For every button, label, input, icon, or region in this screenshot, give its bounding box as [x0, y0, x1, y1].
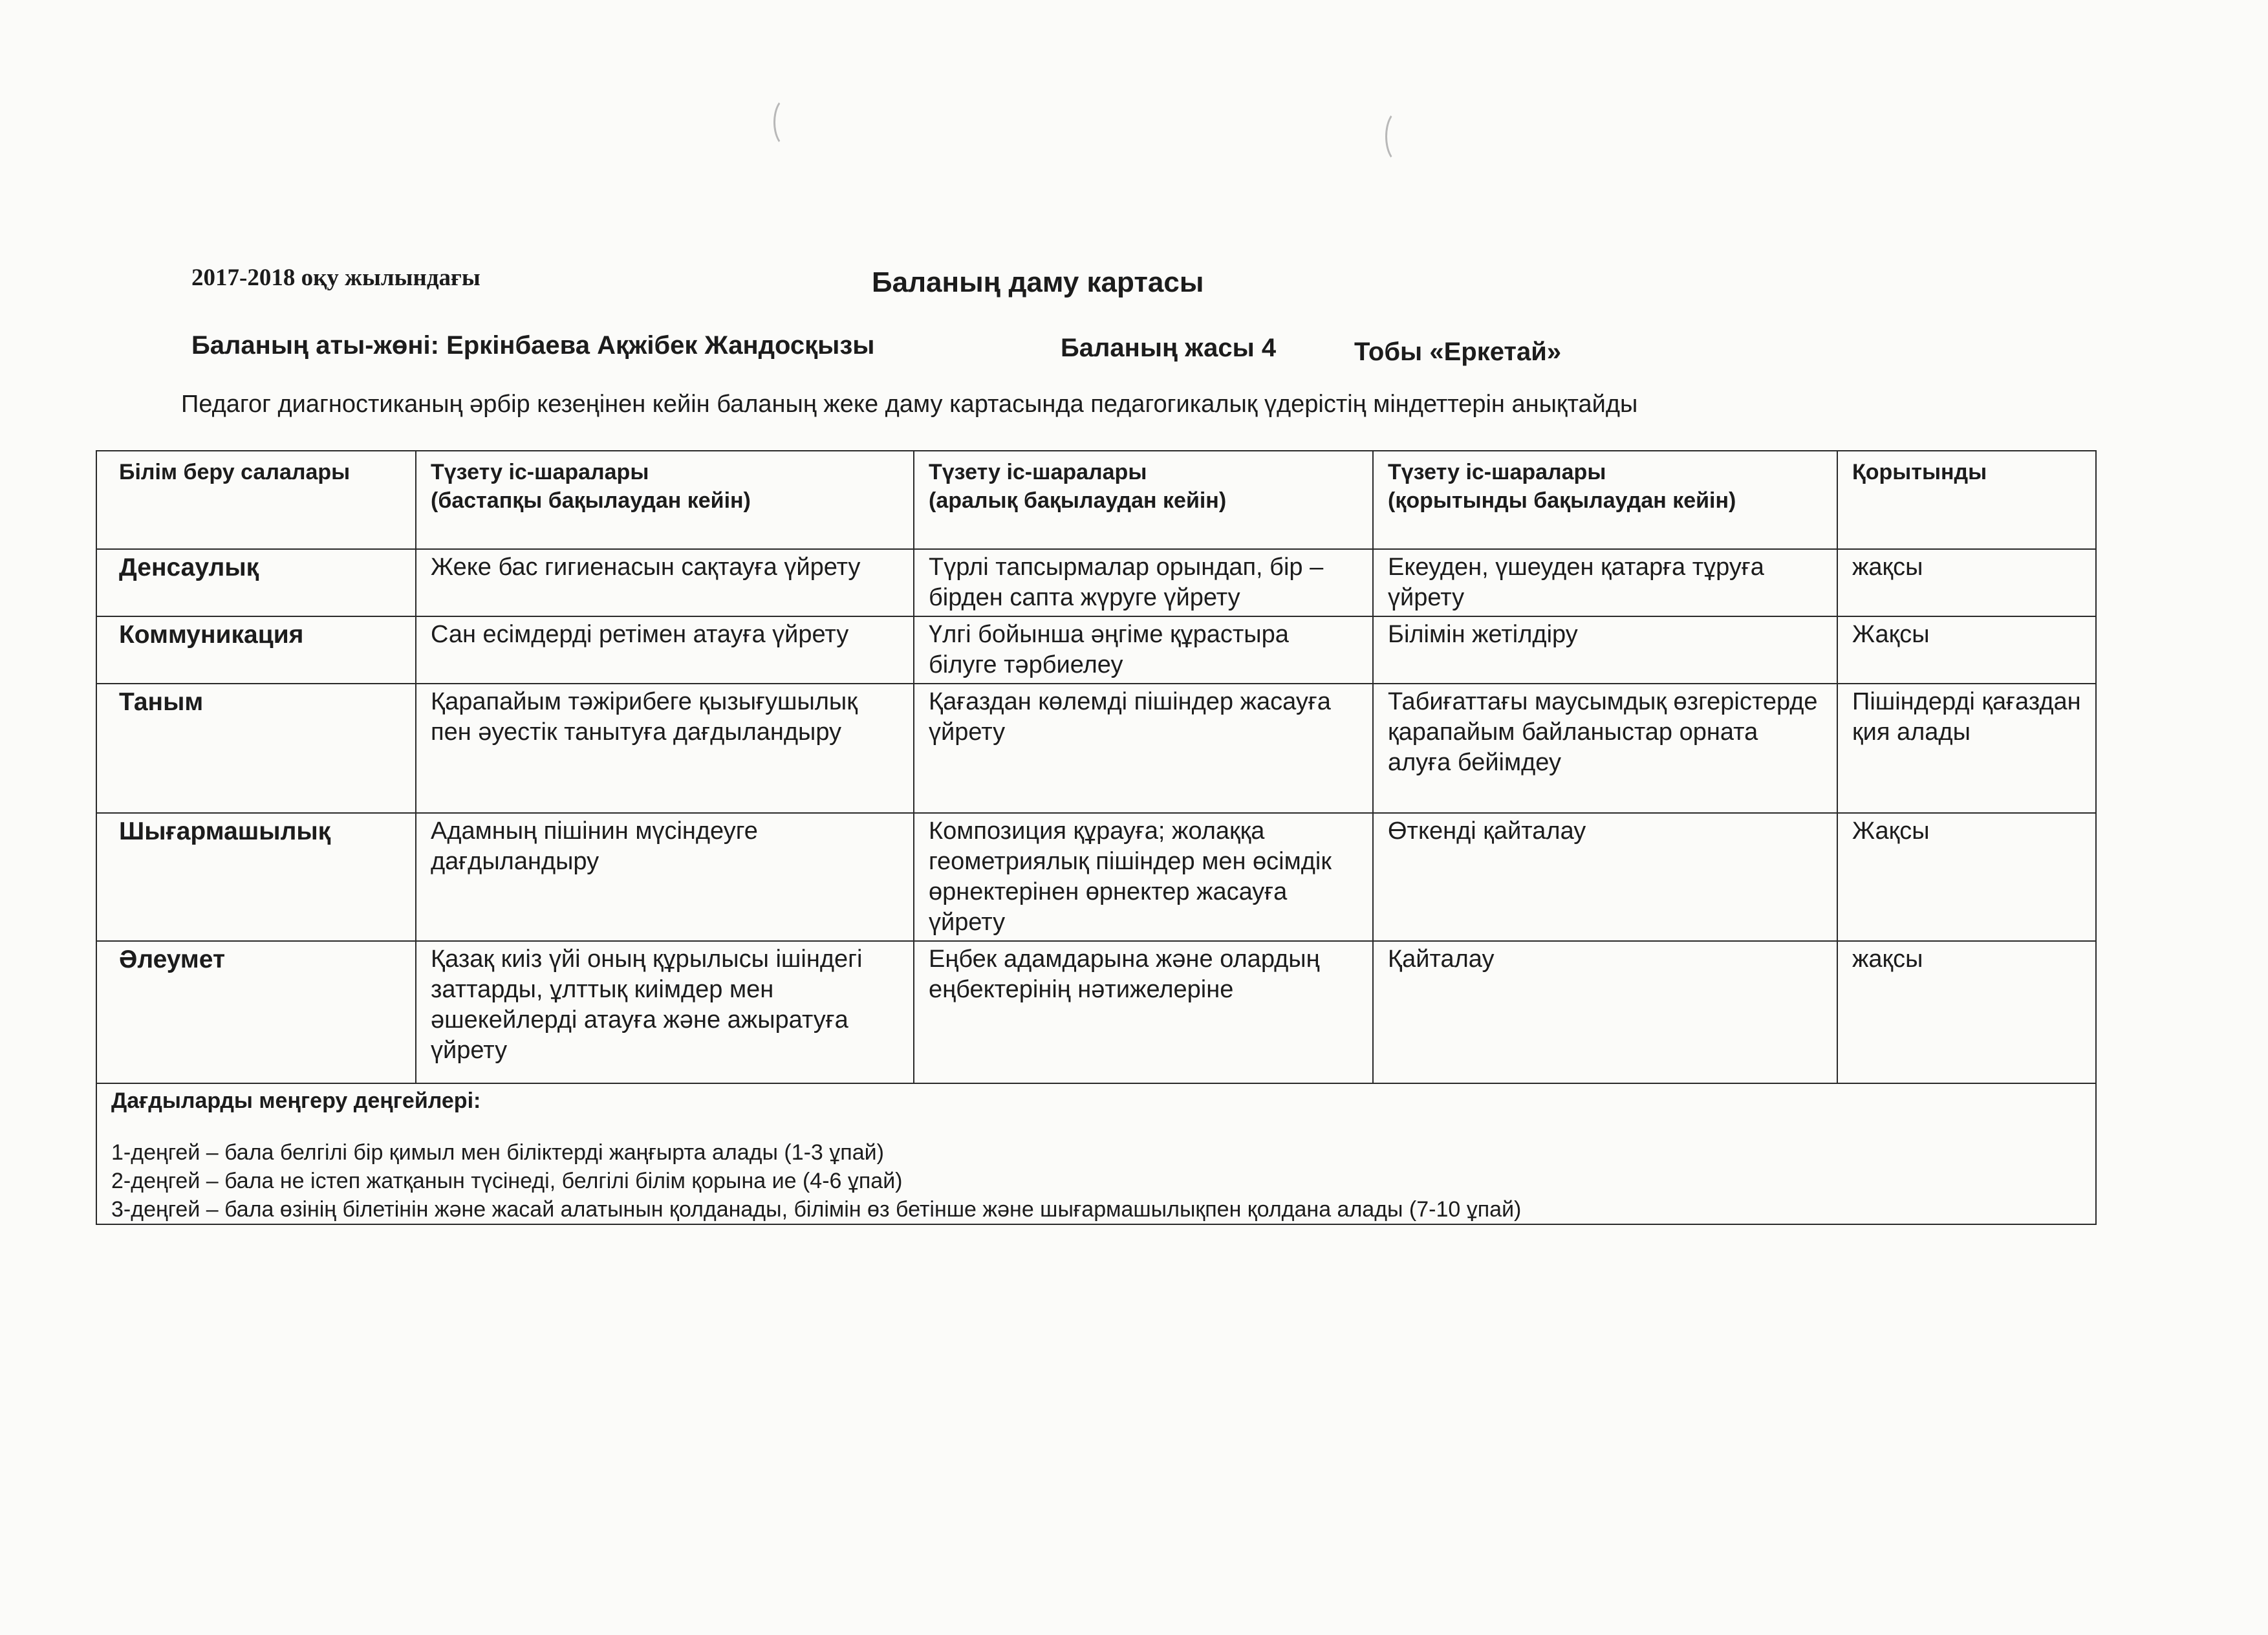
table-header-row	[96, 451, 2096, 549]
punch-mark-right	[1385, 110, 1413, 163]
column-header: Түзету іс-шаралары (аралық бақылаудан кейін)	[914, 451, 1373, 549]
area-cell: Коммуникация	[96, 616, 416, 684]
table-cell: Композиция құрауға; жолаққа геометриялық пішіндер мен өсімдік өрнектерінен өрнектер жасауға үйрету	[914, 813, 1373, 941]
column-header: Түзету іс-шаралары (қорытынды бақылаудан кейін)	[1373, 451, 1837, 549]
area-cell: Денсаулық	[96, 549, 416, 616]
development-card-table	[96, 450, 2097, 1225]
area-cell: Таным	[96, 684, 416, 813]
column-header: Қорытынды	[1837, 451, 2096, 549]
levels-cell	[96, 1083, 2096, 1224]
academic-year: 2017-2018 оқу жылындағы	[191, 265, 481, 291]
punch-mark-left	[773, 97, 801, 147]
table-cell: Білімін жетілдіру	[1373, 616, 1837, 684]
level-item: 2-деңгей – бала не істеп жатқанын түсінеді, белгілі білім қорына ие (4-6 ұпай)	[111, 1169, 903, 1193]
page-title: Баланың даму картасы	[872, 266, 1204, 298]
levels-row	[96, 1083, 2096, 1224]
area-cell: Әлеумет	[96, 941, 416, 1083]
area-cell: Шығармашылық	[96, 813, 416, 941]
table-row	[96, 616, 2096, 684]
table-cell: Жеке бас гигиенасын сақтауға үйрету	[416, 549, 914, 616]
intro-text: Педагог диагностиканың әрбір кезеңінен кейін баланың жеке даму картасында педагогикалық үдерістің міндеттерін анықтайды	[181, 391, 1638, 418]
table-row	[96, 684, 2096, 813]
table-cell: Түрлі тапсырмалар орындап, бір – бірден сапта жүруге үйрету	[914, 549, 1373, 616]
result-cell: Жақсы	[1837, 813, 2096, 941]
table-cell: Табиғаттағы маусымдық өзгерістерде қарапайым байланыстар орната алуға бейімдеу	[1373, 684, 1837, 813]
result-cell: Жақсы	[1837, 616, 2096, 684]
table-cell: Үлгі бойынша әңгіме құрастыра білуге тәрбиелеу	[914, 616, 1373, 684]
table-cell: Қарапайым тәжірибеге қызығушылық пен әуестік танытуға дағдыландыру	[416, 684, 914, 813]
table-cell: Екеуден, үшеуден қатарға тұруға үйрету	[1373, 549, 1837, 616]
table-row	[96, 941, 2096, 1083]
table-cell: Қағаздан көлемді пішіндер жасауға үйрету	[914, 684, 1373, 813]
level-item: 3-деңгей – бала өзінің білетінін және жасай алатынын қолданады, білімін өз бетінше және шығармашылықпен қолдана алады (7-10 ұпай)	[111, 1197, 1522, 1222]
table-cell: Қайталау	[1373, 941, 1837, 1083]
child-group: Тобы «Еркетай»	[1354, 338, 1562, 366]
child-age: Баланың жасы 4	[1061, 334, 1277, 362]
levels-heading: Дағдыларды меңгеру деңгейлері:	[111, 1088, 481, 1113]
column-header: Білім беру салалары	[96, 451, 416, 549]
result-cell: жақсы	[1837, 941, 2096, 1083]
table-cell: Өткенді қайталау	[1373, 813, 1837, 941]
table-cell: Сан есімдерді ретімен атауға үйрету	[416, 616, 914, 684]
table-row	[96, 549, 2096, 616]
result-cell: Пішіндерді қағаздан қия алады	[1837, 684, 2096, 813]
table-row	[96, 813, 2096, 941]
level-item: 1-деңгей – бала белгілі бір қимыл мен біліктерді жаңғырта алады (1-3 ұпай)	[111, 1140, 884, 1165]
table-cell: Қазақ киіз үйі оның құрылысы ішіндегі заттарды, ұлттық киімдер мен әшекейлерді атауға және ажыратуға үйрету	[416, 941, 914, 1083]
column-header: Түзету іс-шаралары (бастапқы бақылаудан кейін)	[416, 451, 914, 549]
child-name: Баланың аты-жөні: Еркінбаева Ақжібек Жандосқызы	[191, 331, 875, 360]
result-cell: жақсы	[1837, 549, 2096, 616]
table-cell: Адамның пішінин мүсіндеуге дағдыландыру	[416, 813, 914, 941]
table-cell: Еңбек адамдарына және олардың еңбектерінің нәтижелеріне	[914, 941, 1373, 1083]
